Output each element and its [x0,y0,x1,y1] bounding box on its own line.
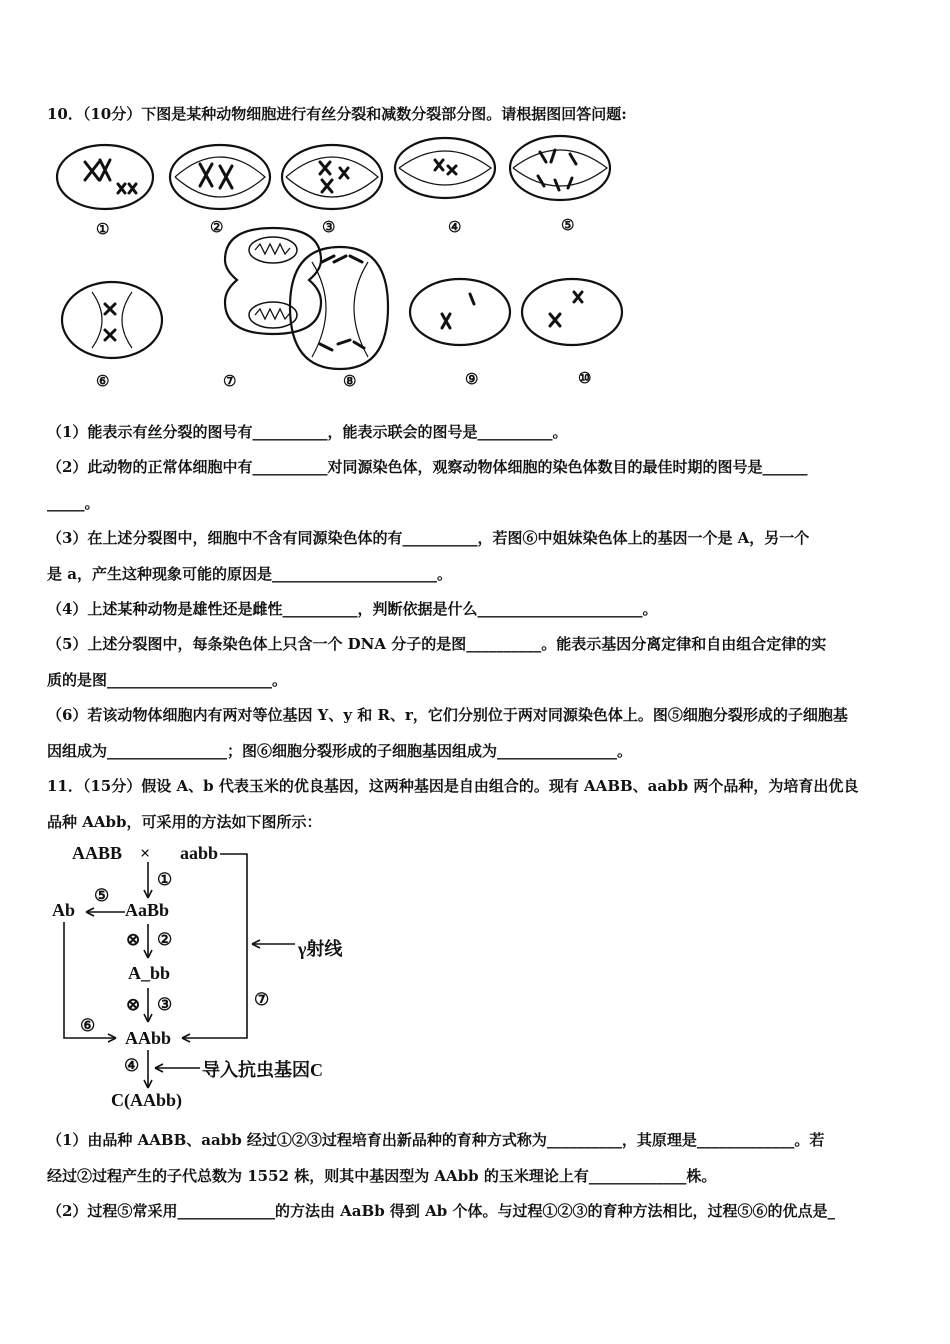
cell-3 [282,145,382,209]
final-aabb: AAbb [125,1028,172,1048]
step-3: ③ [157,995,173,1014]
f1-aabb: AaBb [125,900,170,920]
step-1: ① [157,870,173,889]
cell-label-6: ⑥ [96,372,110,390]
cell-1 [57,145,153,209]
gamma-ray: γ射线 [298,939,343,959]
cell-label-2: ② [210,218,224,236]
parent-aabb-1: AABB [72,843,123,863]
cell-label-10: ⑩ [578,369,592,387]
parent-aabb-2: aabb [180,843,219,863]
cell-10 [522,279,622,345]
q10-p5b: 质的是图______________________。 [47,671,288,689]
q10-header-text: 10．（10分）下图是某种动物细胞进行有丝分裂和减数分裂部分图。请根据图回答问题: [47,105,627,123]
step-7: ⑦ [254,990,270,1009]
q10-p6b: 因组成为________________；图⑥细胞分裂形成的子细胞基因组成为________________。 [47,742,633,760]
step-6: ⑥ [80,1016,96,1035]
ab-individual: Ab [52,900,76,920]
cell-label-5: ⑤ [561,216,575,234]
q10-p3b: 是 a，产生这种现象可能的原因是______________________。 [47,565,452,583]
step-2: ② [157,930,173,949]
q10-p2a: （2）此动物的正常体细胞中有__________对同源染色体，观察动物体细胞的染色体数目的最佳时期的图号是______ [47,458,808,476]
step-4: ④ [124,1056,140,1075]
cell-7 [225,228,321,334]
q10-p6a: （6）若该动物体细胞内有两对等位基因 Y、y 和 R、r，它们分别位于两对同源染色体上。图⑤细胞分裂形成的子细胞基 [47,706,848,724]
cell-6 [62,282,162,358]
q10-p1: （1）能表示有丝分裂的图号有__________，能表示联会的图号是__________。 [47,423,568,441]
cell-4 [395,138,495,198]
step-5: ⑤ [94,886,110,905]
q11-p1a: （1）由品种 AABB、aabb 经过①②③过程培育出新品种的育种方式称为__________，其原理是_____________。若 [47,1131,825,1149]
cell-label-1: ① [96,220,110,238]
a-bb: A_bb [128,963,171,983]
cell-label-3: ③ [322,218,336,236]
cell-figure [50,132,630,392]
cell-label-4: ④ [448,218,462,236]
q11-header-a: 11．（15分）假设 A、b 代表玉米的优良基因，这两种基因是自由组合的。现有 AABB、aabb 两个品种，为培育出优良 [47,777,859,795]
cell-label-8: ⑧ [343,372,357,390]
cell-9 [410,279,510,345]
cell-label-7: ⑦ [223,372,237,390]
q11-p2a: （2）过程⑤常采用_____________的方法由 AaBb 得到 Ab 个体。与过程①②③的育种方法相比，过程⑤⑥的优点是_ [47,1202,835,1220]
cross-symbol: × [140,843,151,863]
cell-8 [290,247,388,369]
q11-p1b: 经过②过程产生的子代总数为 1552 株，则其中基因型为 AAbb 的玉米理论上有_____________株。 [47,1167,717,1185]
q10-p4: （4）上述某种动物是雄性还是雌性__________，判断依据是什么______________________。 [47,600,658,618]
q10-header [47,103,627,124]
cell-label-9: ⑨ [465,370,479,388]
q11-header-b: 品种 AAbb，可采用的方法如下图所示： [47,813,322,831]
self-cross-1: ⊗ [126,930,141,949]
result-c-aabb: C(AAbb) [111,1090,183,1110]
insert-gene: 导入抗虫基因C [202,1060,323,1080]
cell-2 [170,145,270,209]
q10-p3a: （3）在上述分裂图中，细胞中不含有同源染色体的有__________，若图⑥中姐妹染色体上的基因一个是 A，另一个 [47,529,810,547]
self-cross-2: ⊗ [126,995,141,1014]
q10-p5a: （5）上述分裂图中，每条染色体上只含一个 DNA 分子的是图__________。能表示基因分离定律和自由组合定律的实 [47,635,827,653]
q10-p2b: _____。 [47,494,100,512]
